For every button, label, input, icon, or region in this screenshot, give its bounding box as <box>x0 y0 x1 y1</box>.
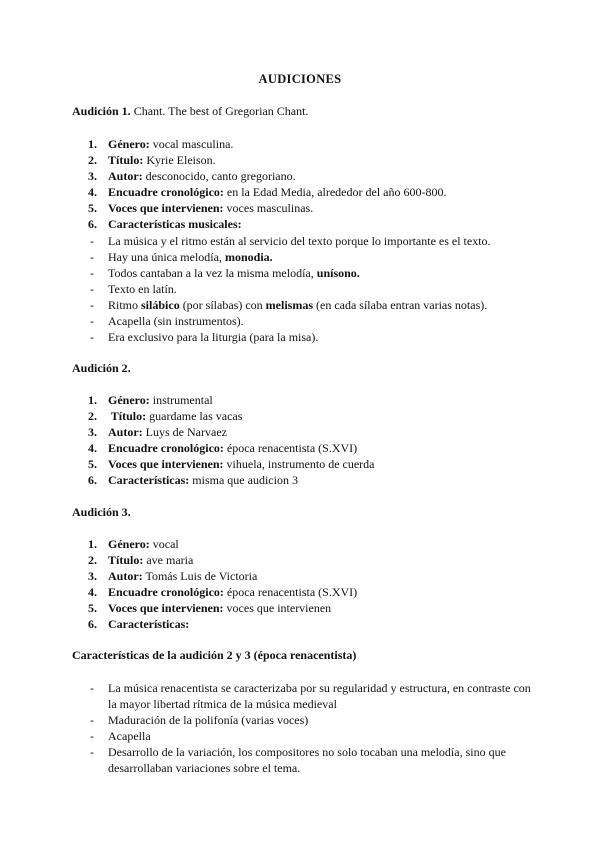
item-key: Encuadre cronológico: <box>108 441 224 456</box>
dash-item <box>72 297 532 313</box>
audicion-1-heading-rest: Chant. The best of Gregorian Chant. <box>130 104 309 118</box>
dash-item <box>72 281 532 297</box>
audicion-1-list <box>72 136 532 345</box>
caracteristicas-heading <box>72 648 356 663</box>
item-value: Luys de Narvaez <box>142 425 227 440</box>
audicion-1-heading <box>72 104 308 119</box>
list-item <box>72 584 532 600</box>
dash-bold: melismas <box>265 297 313 312</box>
dash-text: Texto en latín. <box>108 281 177 296</box>
item-number: 6. <box>88 217 97 232</box>
dash-item <box>72 329 532 345</box>
list-item <box>72 200 532 216</box>
dash-bold: monodia. <box>224 249 273 264</box>
audicion-3-list <box>72 536 532 633</box>
item-key: Voces que intervienen: <box>108 201 224 216</box>
item-key: Género: <box>108 393 150 407</box>
list-item <box>72 472 532 488</box>
dash-text: La música renacentista se caracterizaba por su regularidad y estructura, en contraste con la mayor libertad rítmica de la música medieval <box>108 681 531 711</box>
item-value: vocal masculina. <box>149 137 234 151</box>
dash-text: Hay una única melodía, <box>108 249 225 264</box>
audicion-3-heading-text: Audición 3. <box>72 505 131 519</box>
dash-item <box>72 728 542 744</box>
dash-text: Todos cantaban a la vez la misma melodía, <box>108 265 317 280</box>
item-number: 2. <box>88 153 97 168</box>
item-number: 1. <box>88 393 97 407</box>
audicion-1-heading-bold: Audición 1. <box>72 104 131 118</box>
list-item <box>72 168 532 184</box>
dash-item <box>72 313 532 329</box>
item-key: Género: <box>108 137 150 151</box>
item-number: 5. <box>88 457 97 472</box>
list-item <box>72 600 532 616</box>
list-item <box>72 568 532 584</box>
dash-text: La música y el ritmo están al servicio del texto porque lo importante es el texto. <box>108 233 491 248</box>
list-item <box>72 152 532 168</box>
dash-item <box>72 249 532 265</box>
item-number: 6. <box>88 617 97 632</box>
dash-marker: - <box>90 681 94 695</box>
item-value: voces masculinas. <box>223 201 314 216</box>
list-item <box>72 184 532 200</box>
list-item <box>72 424 532 440</box>
dash-item <box>72 712 542 728</box>
item-value: instrumental <box>149 393 213 407</box>
item-value: voces que intervienen <box>223 601 332 616</box>
item-value: guardame las vacas <box>146 409 243 424</box>
caracteristicas-heading-text: Características de la audición 2 y 3 (época renacentista) <box>72 648 357 662</box>
dash-item <box>72 265 532 281</box>
dash-marker: - <box>90 249 94 264</box>
dash-marker: - <box>90 729 94 743</box>
dash-item <box>72 680 542 712</box>
caracteristicas-list <box>72 680 542 776</box>
dash-marker: - <box>90 265 94 280</box>
item-key: Título: <box>108 409 147 424</box>
item-key: Voces que intervienen: <box>108 457 224 472</box>
item-value: vihuela, instrumento de cuerda <box>223 457 375 472</box>
list-item <box>72 136 532 152</box>
audicion-3-heading <box>72 505 131 520</box>
list-item <box>72 536 532 552</box>
item-number: 3. <box>88 425 97 440</box>
dash-text: Acapella (sin instrumentos). <box>108 314 244 329</box>
item-key: Autor: <box>108 425 143 440</box>
list-item <box>72 216 532 232</box>
item-value: desconocido, canto gregoriano. <box>142 169 296 184</box>
dash-text: Maduración de la polifonía (varias voces) <box>108 713 309 727</box>
item-number: 4. <box>88 585 97 600</box>
item-number: 1. <box>88 137 97 151</box>
item-key: Voces que intervienen: <box>108 601 224 616</box>
item-value: época renacentista (S.XVI) <box>223 585 358 600</box>
dash-text: (por sílabas) con <box>179 297 266 312</box>
item-number: 6. <box>88 473 97 488</box>
dash-marker: - <box>90 314 94 329</box>
audicion-2-heading <box>72 361 131 376</box>
item-key: Género: <box>108 537 150 551</box>
item-key: Características musicales: <box>108 217 242 232</box>
list-item <box>72 392 532 408</box>
item-number: 5. <box>88 201 97 216</box>
dash-marker: - <box>90 297 94 312</box>
item-key: Título: <box>108 553 144 568</box>
item-number: 1. <box>88 537 97 551</box>
item-value: ave maria <box>143 553 194 568</box>
item-value: vocal <box>149 537 179 551</box>
dash-text: Ritmo <box>108 297 142 312</box>
item-value: época renacentista (S.XVI) <box>223 441 358 456</box>
item-value: Tomás Luis de Victoria <box>142 569 258 584</box>
item-key: Título: <box>108 153 144 168</box>
list-item <box>72 408 532 424</box>
item-key: Encuadre cronológico: <box>108 585 224 600</box>
item-value: misma que audicion 3 <box>189 473 298 488</box>
item-key: Características: <box>108 473 190 488</box>
dash-text: Desarrollo de la variación, los compositores no solo tocaban una melodía, sino que desarrollaban variaciones sobre el tema. <box>108 745 506 775</box>
item-number: 3. <box>88 569 97 584</box>
item-key: Autor: <box>108 169 143 184</box>
dash-marker: - <box>90 281 94 296</box>
dash-marker: - <box>90 330 94 345</box>
dash-text: (en cada sílaba entran varias notas). <box>313 297 488 312</box>
item-key: Autor: <box>108 569 143 584</box>
list-item <box>72 616 532 632</box>
item-number: 5. <box>88 601 97 616</box>
dash-item <box>72 233 532 249</box>
audicion-2-list <box>72 392 532 489</box>
dash-marker: - <box>90 233 94 248</box>
dash-text: Acapella <box>108 729 151 743</box>
item-key: Encuadre cronológico: <box>108 185 224 200</box>
dash-bold: silábico <box>141 297 180 312</box>
item-key: Características: <box>108 617 190 632</box>
dash-item <box>72 744 542 776</box>
item-number: 4. <box>88 185 97 200</box>
dash-text: Era exclusivo para la liturgia (para la misa). <box>108 330 319 345</box>
audicion-2-heading-text: Audición 2. <box>72 361 131 375</box>
item-number: 2. <box>88 409 97 424</box>
item-number: 2. <box>88 553 97 568</box>
item-number: 3. <box>88 169 97 184</box>
list-item <box>72 552 532 568</box>
list-item <box>72 440 532 456</box>
dash-marker: - <box>90 745 94 759</box>
item-value: en la Edad Media, alrededor del año 600-800. <box>223 185 447 200</box>
list-item <box>72 456 532 472</box>
page-title: AUDICIONES <box>258 72 342 86</box>
item-value: Kyrie Eleison. <box>143 153 216 168</box>
dash-bold: unísono. <box>316 265 360 280</box>
item-number: 4. <box>88 441 97 456</box>
dash-marker: - <box>90 713 94 727</box>
